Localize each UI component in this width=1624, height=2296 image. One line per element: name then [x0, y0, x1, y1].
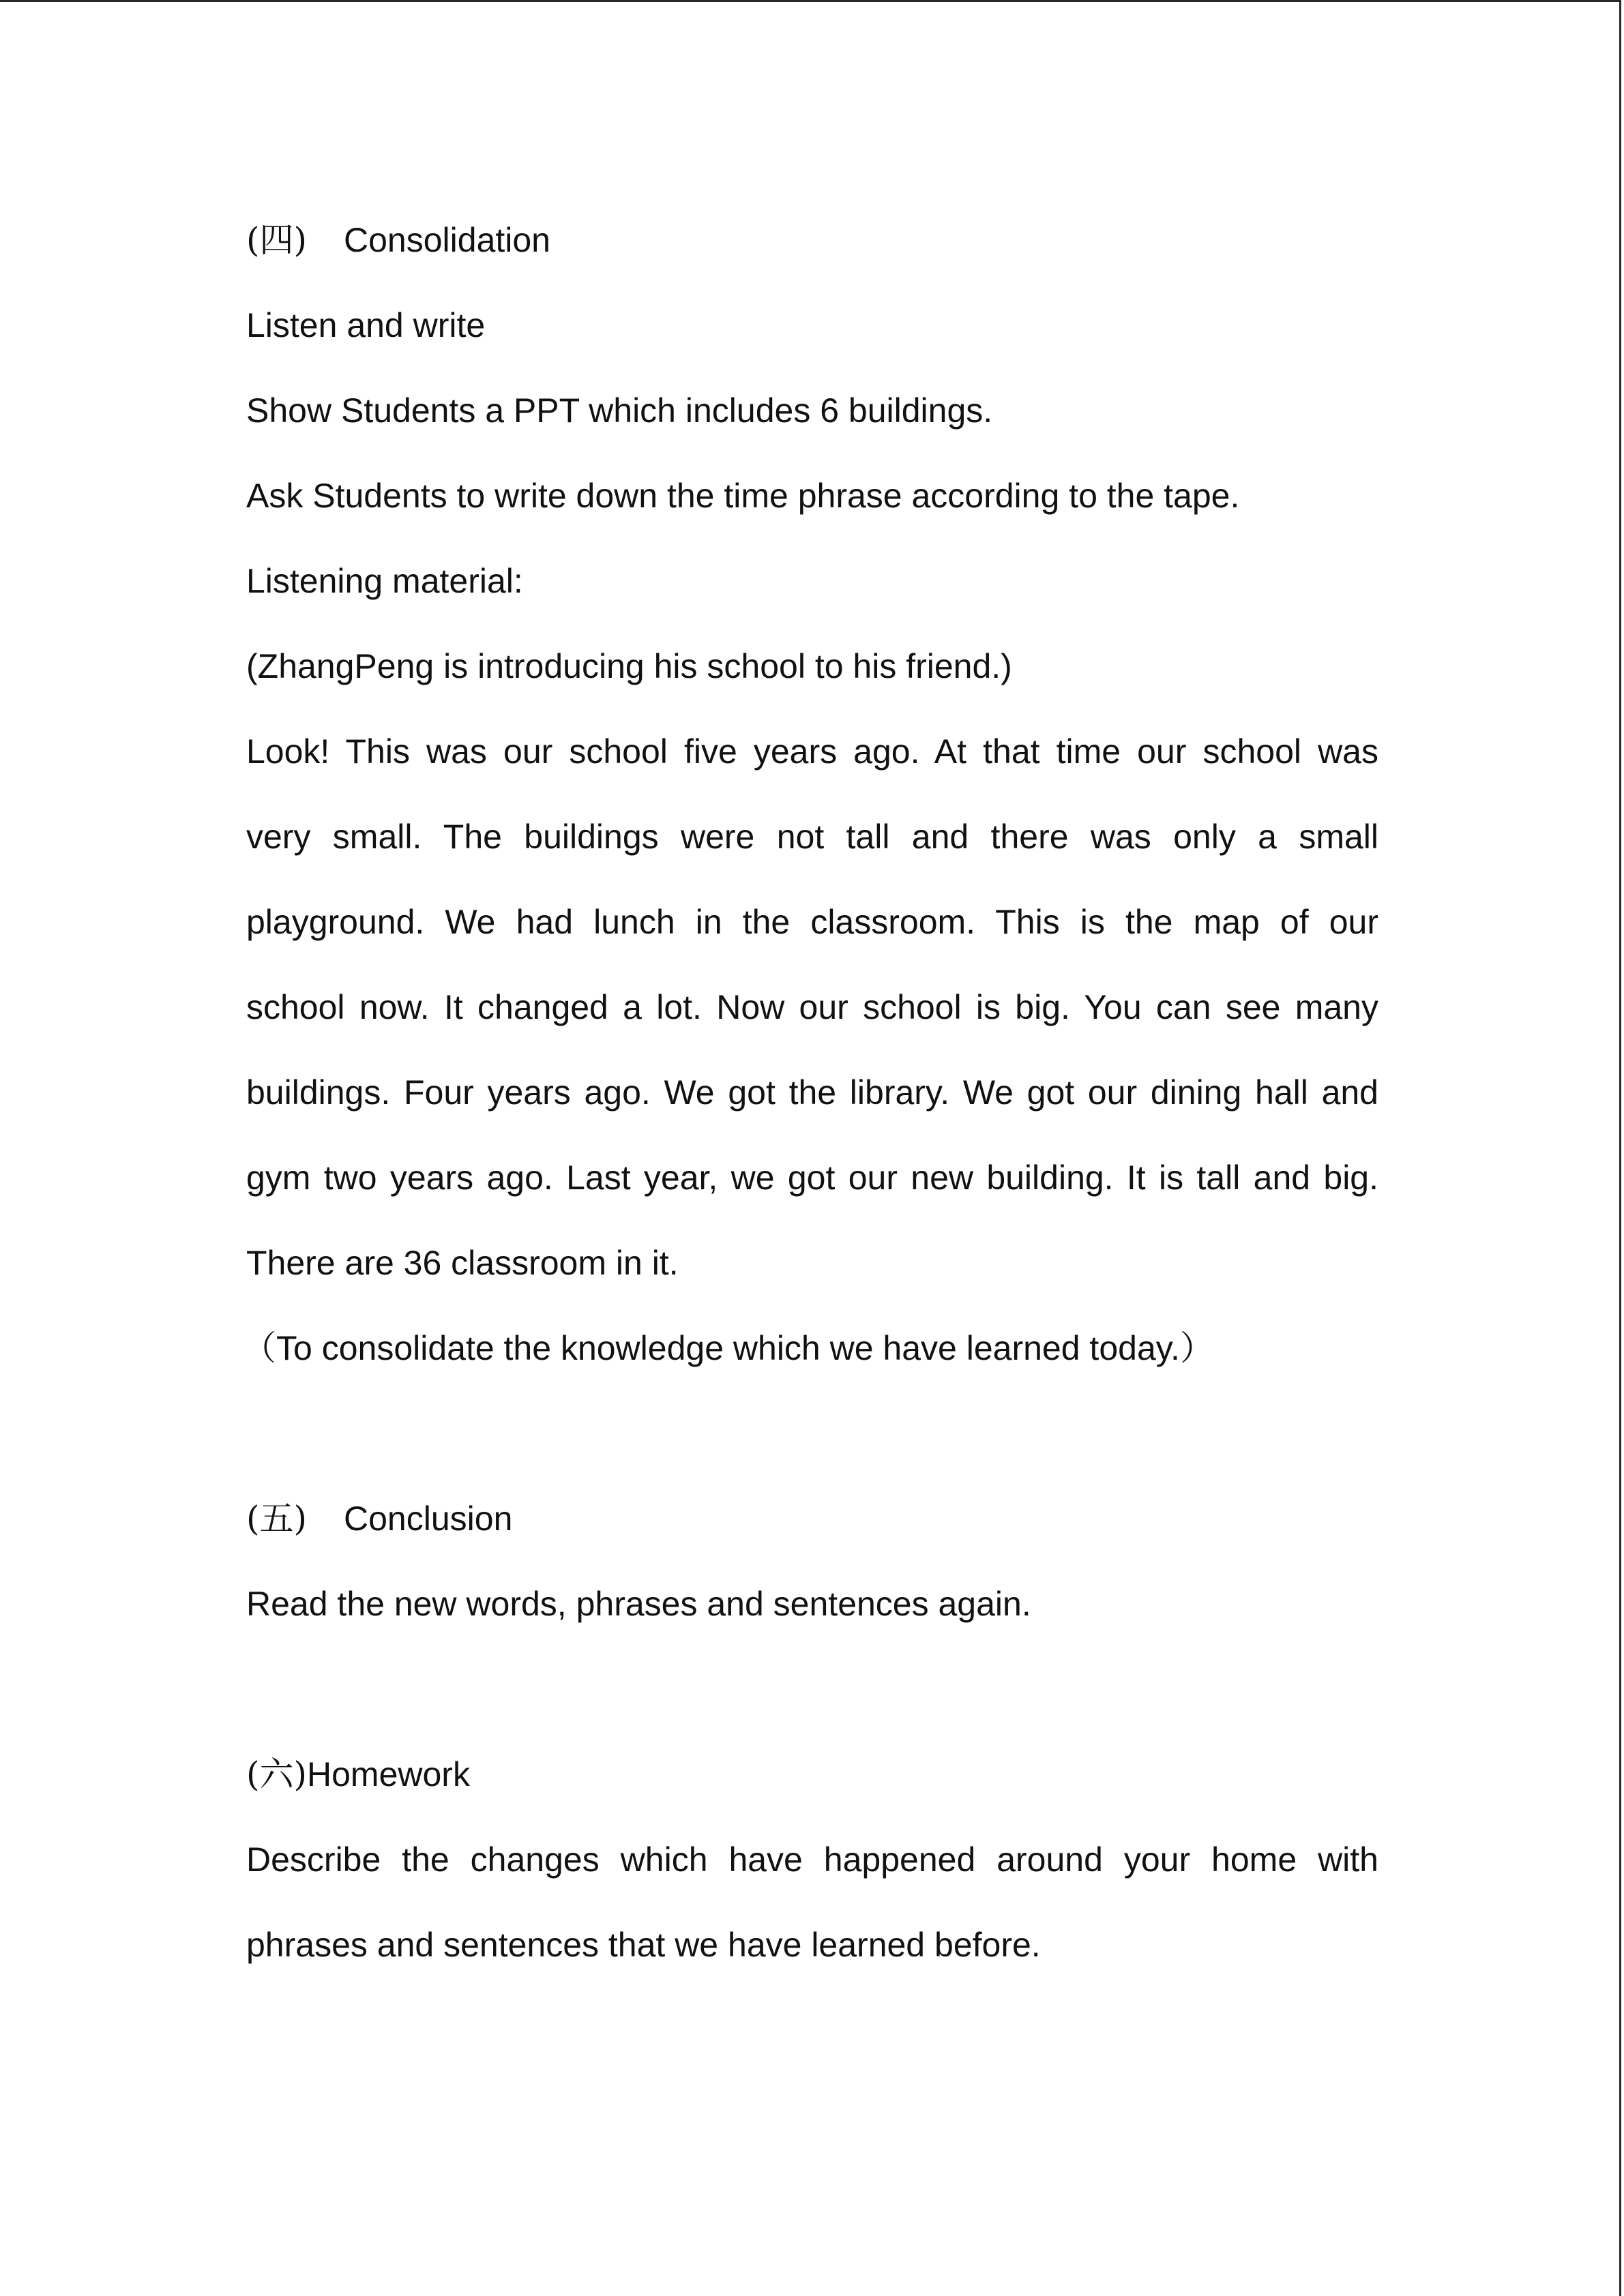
section-title: Homework [307, 1755, 470, 1793]
section-title: Conclusion [344, 1500, 513, 1538]
paragraph-line: Describe the changes which have happened around your home with [246, 1840, 1378, 1879]
text-line: Ask Students to write down the time phrase according to the tape. [246, 477, 1240, 515]
paragraph-line: There are 36 classroom in it. [246, 1244, 679, 1282]
section-title: Consolidation [344, 221, 550, 259]
text-line: Listen and write [246, 306, 486, 344]
paragraph-line: Look! This was our school five years ago. At that time our school was [246, 732, 1378, 771]
section-number: (四) [246, 220, 308, 260]
section-heading-consolidation [246, 219, 550, 261]
text-line: (ZhangPeng is introducing his school to his friend.) [246, 647, 1012, 685]
text-line: Show Students a PPT which includes 6 buildings. [246, 391, 993, 430]
text-line: Listening material: [246, 562, 523, 600]
paragraph-line: phrases and sentences that we have learned before. [246, 1926, 1041, 1964]
purpose-note: （To consolidate the knowledge which we have learned today.） [242, 1329, 1214, 1367]
section-number: (五) [246, 1499, 308, 1538]
section-heading-homework [246, 1753, 470, 1795]
section-heading-conclusion [246, 1497, 512, 1540]
paragraph-line: school now. It changed a lot. Now our school is big. You can see many [246, 988, 1378, 1026]
paragraph-line: gym two years ago. Last year, we got our new building. It is tall and big. [246, 1159, 1378, 1197]
text-line: Read the new words, phrases and sentences again. [246, 1585, 1031, 1623]
paragraph-line: playground. We had lunch in the classroom. This is the map of our [246, 903, 1378, 941]
paragraph-line: very small. The buildings were not tall and there was only a small [246, 818, 1378, 856]
section-number: (六) [246, 1755, 308, 1794]
paragraph-line: buildings. Four years ago. We got the library. We got our dining hall and [246, 1073, 1378, 1112]
